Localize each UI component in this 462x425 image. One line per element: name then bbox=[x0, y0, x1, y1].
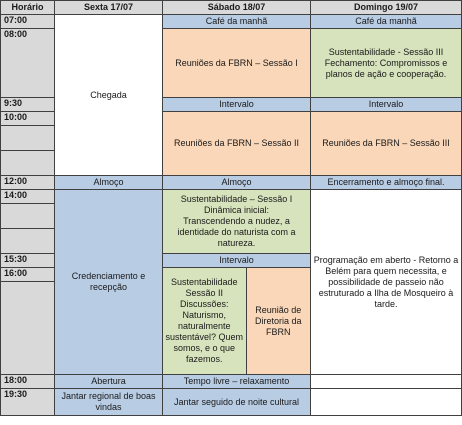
saturday-tempo-livre: Tempo livre – relaxamento bbox=[163, 375, 311, 389]
row-1400 bbox=[1, 190, 462, 204]
time-cell: 14:00 bbox=[1, 190, 55, 204]
sunday-empty-1930 bbox=[311, 389, 462, 416]
sunday-empty-1800 bbox=[311, 375, 462, 389]
friday-chegada: Chegada bbox=[55, 15, 163, 176]
time-cell: 07:00 bbox=[1, 15, 55, 29]
time-cell-empty bbox=[1, 204, 55, 229]
header-sunday: Domingo 19/07 bbox=[311, 1, 462, 15]
saturday-cafe: Café da manhã bbox=[163, 15, 311, 29]
saturday-sessao-1: Reuniões da FBRN – Sessão I bbox=[163, 29, 311, 98]
saturday-intervalo-1: Intervalo bbox=[163, 98, 311, 112]
header-saturday: Sábado 18/07 bbox=[163, 1, 311, 15]
saturday-afternoon-split bbox=[163, 268, 311, 375]
header-row bbox=[1, 1, 462, 15]
sunday-sessao-3: Reuniões da FBRN – Sessão III bbox=[311, 112, 462, 176]
time-cell-empty bbox=[1, 151, 55, 176]
sunday-intervalo: Intervalo bbox=[311, 98, 462, 112]
saturday-sustentabilidade-2: Sustentabilidade Sessão II Discussões: Naturismo, naturalmente sustentável? Quem somos, e o que fazemos. bbox=[163, 268, 246, 374]
saturday-diretoria: Reunião de Diretoria da FBRN bbox=[246, 268, 310, 374]
time-cell-empty bbox=[1, 126, 55, 151]
row-1200 bbox=[1, 176, 462, 190]
time-cell: 15:30 bbox=[1, 254, 55, 268]
friday-abertura: Abertura bbox=[55, 375, 163, 389]
saturday-split-table bbox=[163, 268, 310, 374]
saturday-jantar: Jantar seguido de noite cultural bbox=[163, 389, 311, 416]
friday-almoco: Almoço bbox=[55, 176, 163, 190]
time-cell: 9:30 bbox=[1, 98, 55, 112]
saturday-intervalo-2: Intervalo bbox=[163, 254, 311, 268]
sunday-programacao: Programação em aberto - Retorno a Belém para quem necessita, e possibilidade de passeio não estruturado a Ilha de Mosqueiro à tarde. bbox=[311, 190, 462, 375]
sunday-encerramento: Encerramento e almoço final. bbox=[311, 176, 462, 190]
header-friday: Sexta 17/07 bbox=[55, 1, 163, 15]
time-cell-empty bbox=[1, 282, 55, 375]
sunday-sustentabilidade-3: Sustentabilidade - Sessão III Fechamento: Compromissos e planos de ação e cooperação. bbox=[311, 29, 462, 98]
row-1800 bbox=[1, 375, 462, 389]
time-cell: 18:00 bbox=[1, 375, 55, 389]
header-time: Horário bbox=[1, 1, 55, 15]
time-cell-empty bbox=[1, 229, 55, 254]
friday-credenciamento: Credenciamento e recepção bbox=[55, 190, 163, 375]
friday-jantar: Jantar regional de boas vindas bbox=[55, 389, 163, 416]
saturday-sustentabilidade-1: Sustentabilidade – Sessão I Dinâmica inicial: Transcendendo a nudez, a identidade do naturista com a natureza. bbox=[163, 190, 311, 254]
saturday-sessao-2: Reuniões da FBRN – Sessão II bbox=[163, 112, 311, 176]
time-cell: 19:30 bbox=[1, 389, 55, 416]
time-cell: 08:00 bbox=[1, 29, 55, 98]
row-0700 bbox=[1, 15, 462, 29]
saturday-almoco: Almoço bbox=[163, 176, 311, 190]
time-cell: 12:00 bbox=[1, 176, 55, 190]
row-1930 bbox=[1, 389, 462, 416]
time-cell: 10:00 bbox=[1, 112, 55, 126]
sunday-cafe: Café da manhã bbox=[311, 15, 462, 29]
time-cell: 16:00 bbox=[1, 268, 55, 282]
